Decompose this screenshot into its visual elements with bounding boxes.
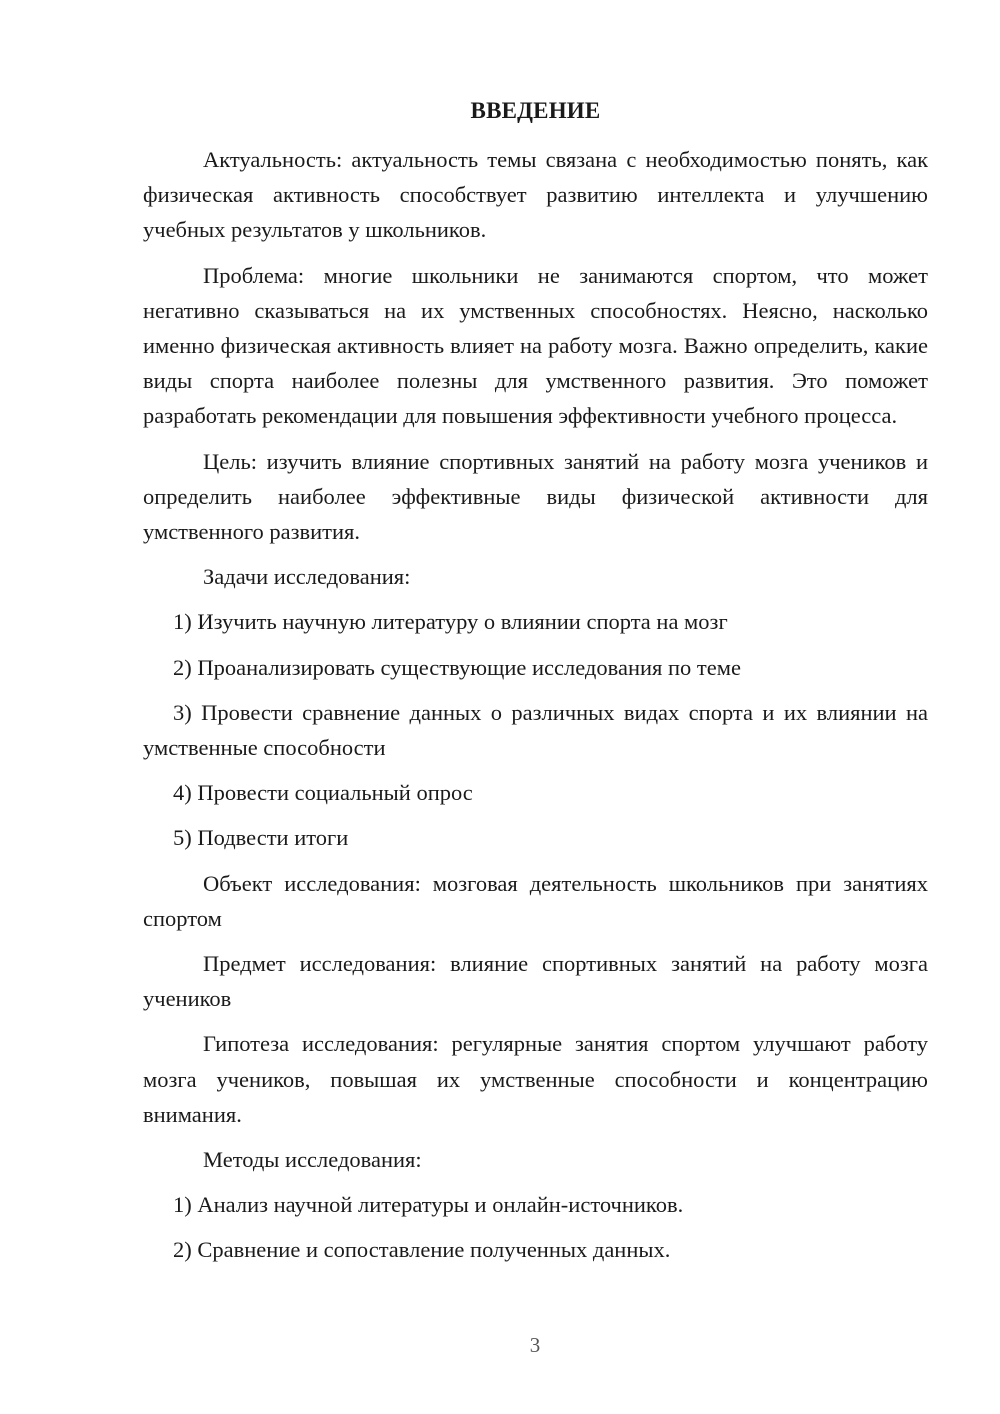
page-number: 3 [529, 1333, 541, 1357]
subject-paragraph: Предмет исследования: влияние спортивных занятий на работу мозга учеников [143, 951, 928, 1012]
task-item-2: 2) Проанализировать существующие исследования по теме [173, 654, 741, 680]
task-item-1: 1) Изучить научную литературу о влиянии спорта на мозг [173, 609, 728, 635]
goal-paragraph: Цель: изучить влияние спортивных занятий на работу мозга учеников и определить наиболее эффективные виды физической активности для умственного развития. [143, 448, 928, 545]
tasks-heading: Задачи исследования: [203, 564, 411, 590]
page-title: ВВЕДЕНИЕ [470, 98, 601, 123]
problem-paragraph: Проблема: многие школьники не занимаются спортом, что может негативно сказываться на их умственных способностях. Неясно, насколько именно физическая активность влияет на работу мозга. Важно определить, какие виды спорта наиболее полезны для умственного развития. Это поможет разработать рекомендации для повышения эффективности учебного процесса. [143, 262, 928, 429]
method-item-1: 1) Анализ научной литературы и онлайн-источников. [173, 1192, 684, 1218]
task-item-4: 4) Провести социальный опрос [173, 780, 473, 806]
method-item-2: 2) Сравнение и сопоставление полученных данных. [173, 1237, 671, 1263]
document-body [143, 142, 928, 1278]
object-paragraph: Объект исследования: мозговая деятельность школьников при занятиях спортом [143, 870, 928, 931]
hypothesis-paragraph: Гипотеза исследования: регулярные занятия спортом улучшают работу мозга учеников, повышая их умственные способности и концентрацию внимания. [143, 1031, 928, 1127]
task-item-5: 5) Подвести итоги [173, 825, 349, 851]
methods-heading: Методы исследования: [203, 1147, 422, 1173]
task-item-3: 3) Провести сравнение данных о различных видах спорта и их влиянии на умственные способности [143, 699, 928, 761]
relevance-paragraph: Актуальность: актуальность темы связана с необходимостью понять, как физическая активность способствует развитию интеллекта и улучшению учебных результатов у школьников. [143, 147, 928, 243]
